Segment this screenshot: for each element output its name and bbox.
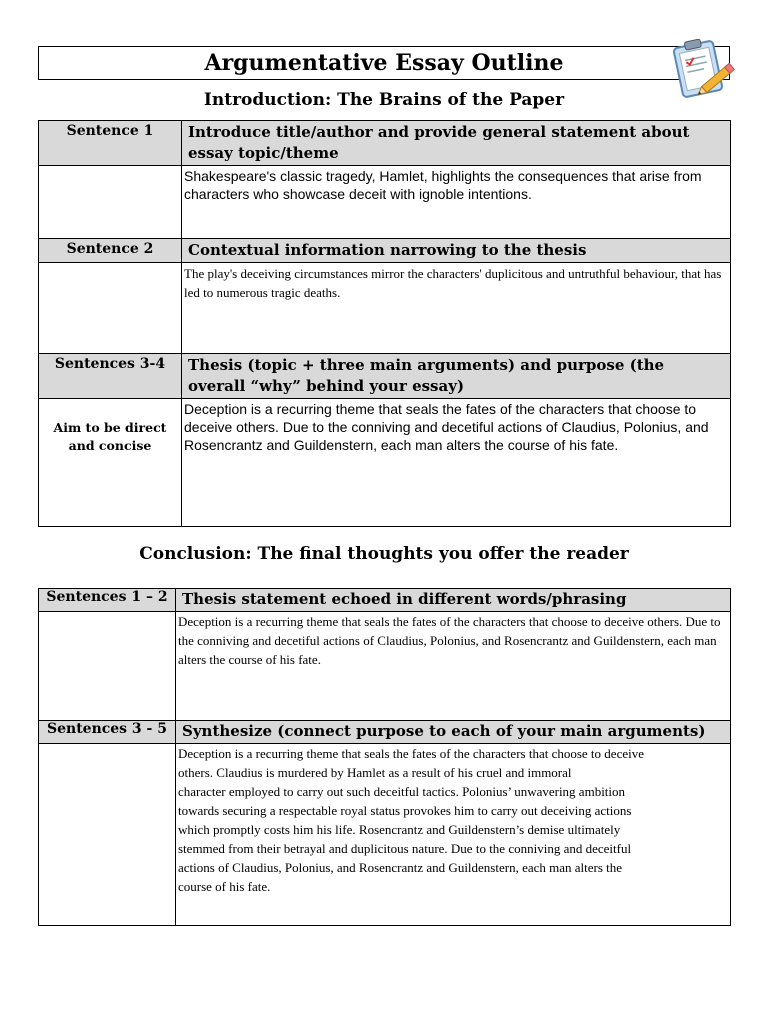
response-cell: Shakespeare's classic tragedy, Hamlet, highlights the consequences that arise from characters who showcase deceit with ignoble intentions. <box>182 166 731 239</box>
response-line: character employed to carry out such deceitful tactics. Polonius’ unwavering ambition <box>178 784 626 799</box>
table-row <box>39 612 731 721</box>
side-note-cell <box>39 263 182 354</box>
response-line: Deception is a recurring theme that seals the fates of the characters that choose to deceive <box>178 746 644 761</box>
response-line: course of his fate. <box>178 879 271 894</box>
row-prompt: Thesis (topic + three main arguments) and purpose (the overall “why” behind your essay) <box>182 354 731 399</box>
response-line: others. Claudius is murdered by Hamlet as a result of his cruel and immoral <box>178 765 572 780</box>
table-row <box>39 354 731 399</box>
response-line: towards securing a respectable royal status provokes him to carry out deceiving actions <box>178 803 632 818</box>
response-cell: Deception is a recurring theme that seals the fates of the characters that choose to deceive others. Due to the conniving and decetiful actions of Claudius, Polonius, and Rosencrantz and Guildenstern, each man alters the course of his fate. <box>176 612 731 721</box>
table-row <box>39 589 731 612</box>
introduction-table <box>38 120 731 527</box>
response-line: stemmed from their betrayal and duplicitous nature. Due to the conniving and deceitful <box>178 841 632 856</box>
row-label: Sentence 1 <box>39 121 182 166</box>
side-note-cell <box>39 612 176 721</box>
conclusion-heading: Conclusion: The final thoughts you offer the reader <box>139 544 629 564</box>
row-label: Sentences 1 – 2 <box>39 589 176 612</box>
side-note: Aim to be direct and concise <box>39 399 182 527</box>
side-note-cell <box>39 166 182 239</box>
row-prompt: Contextual information narrowing to the thesis <box>182 239 731 263</box>
response-cell: Deception is a recurring theme that seals the fates of the characters that choose to deceive others. Due to the conniving and decetiful actions of Claudius, Polonius, and Rosencrantz and Guildenstern, each man alters the course of his fate. <box>182 399 731 527</box>
row-prompt: Synthesize (connect purpose to each of your main arguments) <box>176 721 731 744</box>
response-cell: The play's deceiving circumstances mirror the characters' duplicitous and untruthful behaviour, that has led to numerous tragic deaths. <box>182 263 731 354</box>
response-line: actions of Claudius, Polonius, and Rosencrantz and Guildenstern, each man alters the <box>178 860 623 875</box>
page-title: Argumentative Essay Outline <box>38 46 730 80</box>
table-row <box>39 744 731 926</box>
row-prompt: Thesis statement echoed in different words/phrasing <box>176 589 731 612</box>
row-prompt: Introduce title/author and provide general statement about essay topic/theme <box>182 121 731 166</box>
side-note-cell <box>39 744 176 926</box>
table-row <box>39 121 731 166</box>
row-label: Sentence 2 <box>39 239 182 263</box>
response-line: which promptly costs him his life. Rosencrantz and Guildenstern’s demise ultimately <box>178 822 621 837</box>
response-cell <box>176 744 731 926</box>
conclusion-table <box>38 588 731 926</box>
row-label: Sentences 3-4 <box>39 354 182 399</box>
row-label: Sentences 3 - 5 <box>39 721 176 744</box>
table-row <box>39 166 731 239</box>
table-row <box>39 239 731 263</box>
introduction-heading: Introduction: The Brains of the Paper <box>203 90 565 110</box>
table-row <box>39 263 731 354</box>
table-row <box>39 399 731 527</box>
table-row <box>39 721 731 744</box>
